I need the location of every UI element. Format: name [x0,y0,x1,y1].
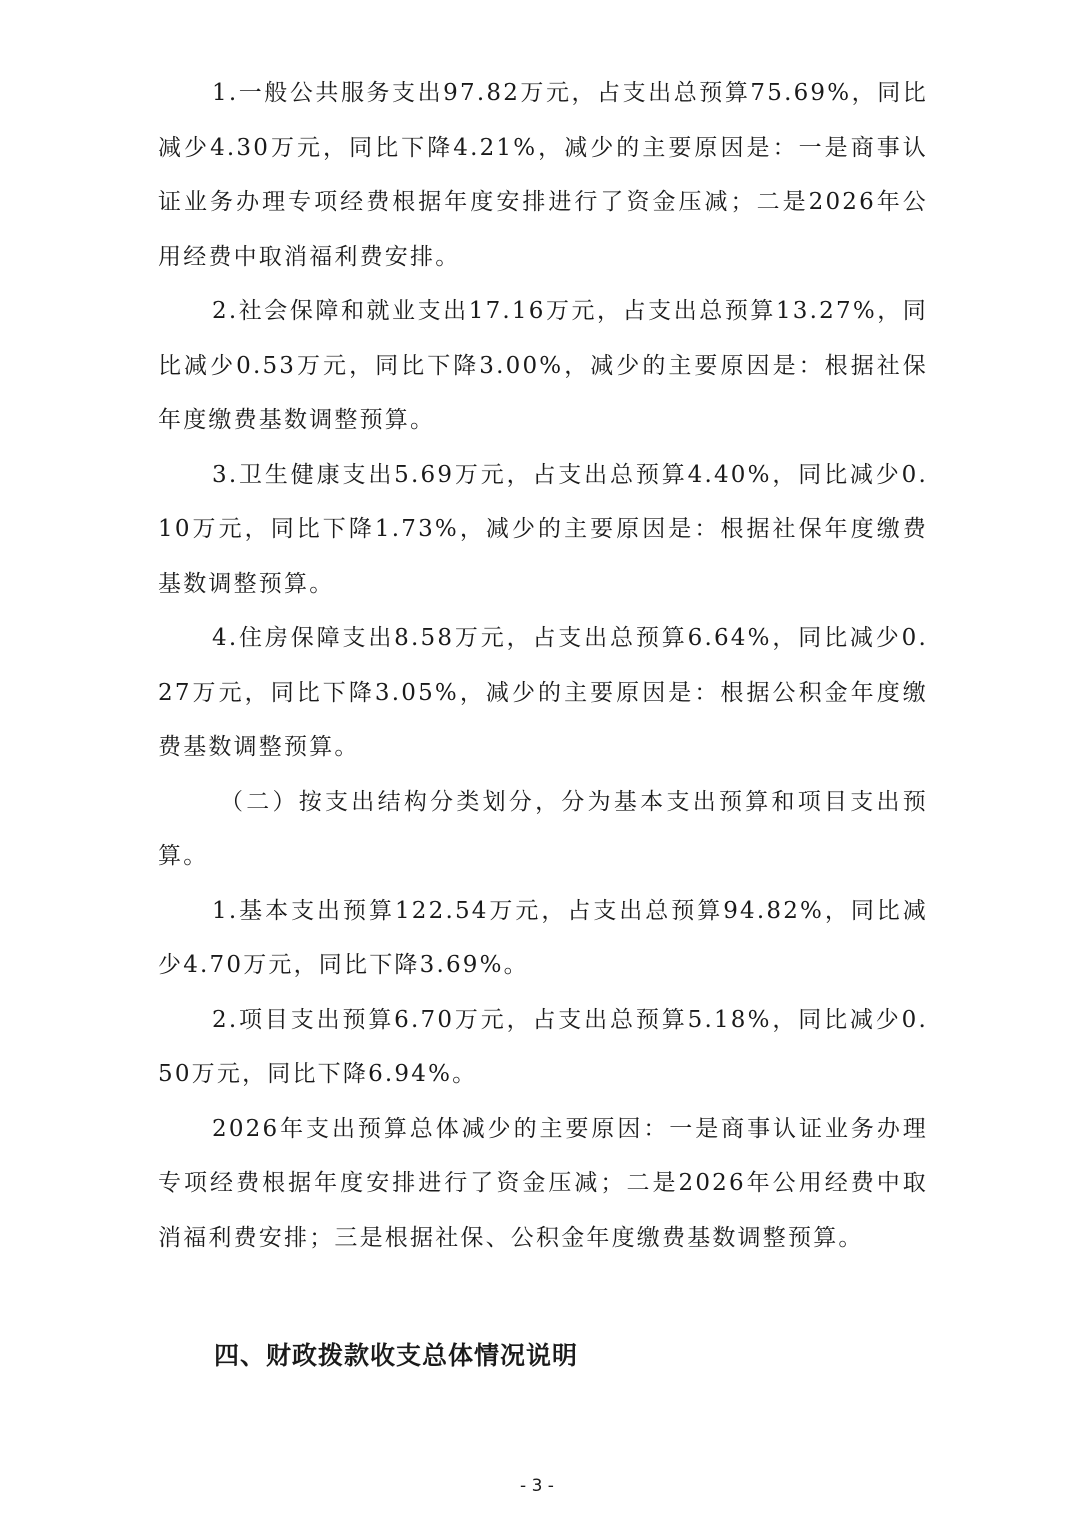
paragraph-basic-expenditure: 1.基本支出预算122.54万元，占支出总预算94.82%，同比减少4.70万元，同比下降3.69%。 [158,897,928,978]
paragraph-social-security: 2.社会保障和就业支出17.16万元，占支出总预算13.27%，同比减少0.53万元，同比下降3.00%，减少的主要原因是：根据社保年度缴费基数调整预算。 [158,298,928,433]
paragraph-project-expenditure: 2.项目支出预算6.70万元，占支出总预算5.18%，同比减少0.50万元，同比下降6.94%。 [158,1006,928,1087]
paragraph-general-public-services: 1.一般公共服务支出97.82万元，占支出总预算75.69%，同比减少4.30万元，同比下降4.21%，减少的主要原因是：一是商事认证业务办理专项经费根据年度安排进行了资金压减；二是2026年公用经费中取消福利费安排。 [158,80,928,270]
page-number: - 3 - [520,1476,554,1496]
paragraph-housing: 4.住房保障支出8.58万元，占支出总预算6.64%，同比减少0.27万元，同比下降3.05%，减少的主要原因是：根据公积金年度缴费基数调整预算。 [158,625,928,760]
paragraph-overall-reduction-reason: 2026年支出预算总体减少的主要原因：一是商事认证业务办理专项经费根据年度安排进行了资金压减；二是2026年公用经费中取消福利费安排；三是根据社保、公积金年度缴费基数调整预算。 [158,1115,928,1251]
paragraph-health: 3.卫生健康支出5.69万元，占支出总预算4.40%，同比减少0.10万元，同比下降1.73%，减少的主要原因是：根据社保年度缴费基数调整预算。 [158,461,928,597]
paragraph-expenditure-structure: （二）按支出结构分类划分，分为基本支出预算和项目支出预算。 [158,788,928,869]
document-body [158,66,928,1265]
section-heading: 四、财政拨款收支总体情况说明 [214,1341,579,1370]
